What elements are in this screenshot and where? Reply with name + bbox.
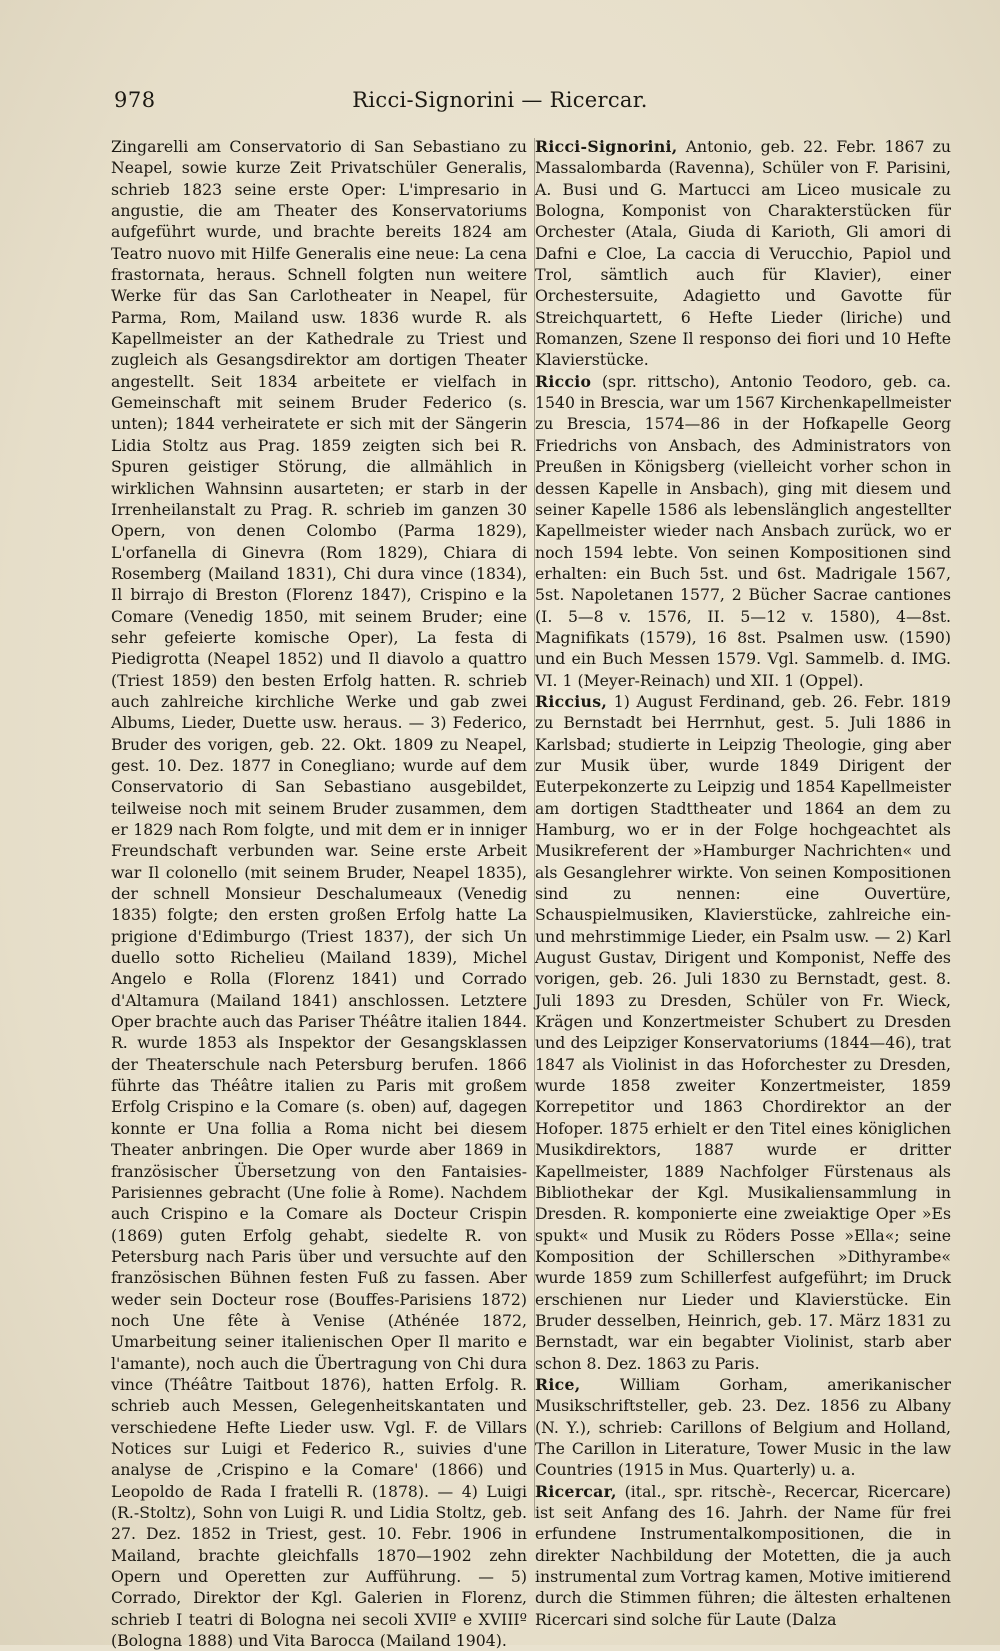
- dictionary-entry: [535, 691, 951, 1374]
- page-number: 978: [114, 88, 156, 112]
- entry-text: William Gorham, amerikanischer Musikschriftsteller, geb. 23. Dez. 1856 zu Albany (N. Y.), schrieb: Carillons of Belgium and Holland, The Carillon in Literature, Tower Music in the law Countries (1915 in Mus. Quarterly) u. a.: [535, 1374, 951, 1480]
- entry-text: Antonio, geb. 22. Febr. 1867 zu Massalombarda (Ravenna), Schüler von F. Parisini, A. Busi und G. Martucci am Liceo musicale zu Bologna, Komponist von Charakterstücken für Orchester (Atala, Giuda di Karioth, Gli amori di Dafni e Cloe, La caccia di Verucchio, Papiol und Trol, sämtlich auch für Klavier), einer Orchestersuite, Adagietto und Gavotte für Streichquartett, 6 Hefte Lieder (liriche) und Romanzen, Szene Il responso dei fiori und 10 Hefte Klavierstücke.: [535, 137, 951, 370]
- entry-headword: Riccius,: [535, 691, 608, 711]
- entry-text: (ital., spr. ritschè-, Recercar, Ricercare) ist seit Anfang des 16. Jahrh. der Name für frei erfundene Instrumentalkompositionen, die in direkter Nachbildung der Motetten, die ja auch instrumental zum Vortrag kamen, Motive imitierend durch die Stimmen führen; die ältesten erhaltenen Ricercari sind solche für Laute (Dalza: [535, 1481, 951, 1629]
- entry-text: (spr. rittscho), Antonio Teodoro, geb. ca. 1540 in Brescia, war um 1567 Kirchenkapellmeister zu Brescia, 1574—86 in der Hofkapelle Georg Friedrichs von Ansbach, des Administrators von Preußen in Königsberg (vielleicht vorher schon in dessen Kapelle in Ansbach), ging mit diesem und seiner Kapelle 1586 als lebenslänglich angestellter Kapellmeister wieder nach Ansbach zurück, wo er noch 1594 lebte. Von seinen Kompositionen sind erhalten: ein Buch 5st. und 6st. Madrigale 1567, 5st. Napoletanen 1577, 2 Bücher Sacrae cantiones (I. 5—8 v. 1576, II. 5—12 v. 1580), 4—8st. Magnifikats (1579), 16 8st. Psalmen usw. (1590) und ein Buch Messen 1579. Vgl. Sammelb. d. IMG. VI. 1 (Meyer-Reinach) und XII. 1 (Oppel).: [535, 371, 951, 690]
- left-column-paragraph: Zingarelli am Conservatorio di San Sebastiano zu Neapel, sowie kurze Zeit Privatschüler Generalis, schrieb 1823 seine erste Oper: L'impresario in angustie, die am Theater des Konservatoriums aufgeführt wurde, und brachte bereits 1824 am Teatro nuovo mit Hilfe Generalis eine neue: La cena frastornata, heraus. Schnell folgten nun weitere Werke für das San Carlotheater in Neapel, für Parma, Rom, Mailand usw. 1836 wurde R. als Kapellmeister an der Kathedrale zu Triest und zugleich als Gesangsdirektor am dortigen Theater angestellt. Seit 1834 arbeitete er vielfach in Gemeinschaft mit seinem Bruder Federico (s. unten); 1844 verheiratete er sich mit der Sängerin Lidia Stoltz aus Prag. 1859 zeigten sich bei R. Spuren geistiger Störung, die allmählich in wirklichen Wahnsinn ausarteten; er starb in der Irrenheilanstalt zu Prag. R. schrieb im ganzen 30 Opern, von denen Colombo (Parma 1829), L'orfanella di Ginevra (Rom 1829), Chiara di Rosemberg (Mailand 1831), Chi dura vince (1834), Il birrajo di Breston (Florenz 1847), Crispino e la Comare (Venedig 1850, mit seinem Bruder; eine sehr gefeierte komische Oper), La festa di Piedigrotta (Neapel 1852) und Il diavolo a quattro (Triest 1859) den besten Erfolg hatten. R. schrieb auch zahlreiche kirchliche Werke und gab zwei Albums, Lieder, Duette usw. heraus. — 3) Federico, Bruder des vorigen, geb. 22. Okt. 1809 zu Neapel, gest. 10. Dez. 1877 in Conegliano; wurde auf dem Conservatorio di San Sebastiano ausgebildet, teilweise noch mit seinem Bruder zusammen, dem er 1829 nach Rom folgte, und mit dem er in inniger Freundschaft verbunden war. Seine erste Arbeit war Il colonello (mit seinem Bruder, Neapel 1835), der schnell Monsieur Deschalumeaux (Venedig 1835) folgte; den ersten großen Erfolg hatte La prigione d'Edimburgo (Triest 1837), der sich Un duello sotto Richelieu (Mailand 1839), Michel Angelo e Rolla (Florenz 1841) und Corrado d'Altamura (Mailand 1841) anschlossen. Letztere Oper brachte auch das Pariser Théâtre italien 1844. R. wurde 1853 als Inspektor der Gesangsklassen der Theaterschule nach Petersburg berufen. 1866 führte das Théâtre italien zu Paris mit großem Erfolg Crispino e la Comare (s. oben) auf, dagegen konnte er Una follia a Roma nicht bei diesem Theater anbringen. Die Oper wurde aber 1869 in französischer Übersetzung von den Fantaisies-Parisiennes gebracht (Une folie à Rome). Nachdem auch Crispino e la Comare als Docteur Crispin (1869) guten Erfolg gehabt, siedelte R. von Petersburg nach Paris über und versuchte auf den französischen Bühnen festen Fuß zu fassen. Aber weder sein Docteur rose (Bouffes-Parisiens 1872) noch Une fête à Venise (Athénée 1872, Umarbeitung seiner italienischen Oper Il marito e l'amante), noch auch die Übertragung von Chi dura vince (Théâtre Taitbout 1876), hatten Erfolg. R. schrieb auch Messen, Gelegenheitskantaten und verschiedene Hefte Lieder usw. Vgl. F. de Villars Notices sur Luigi et Federico R., suivies d'une analyse de ‚Crispino e la Comare' (1866) und Leopoldo de Rada I fratelli R. (1878). — 4) Luigi (R.-Stoltz), Sohn von Luigi R. und Lidia Stoltz, geb. 27. Dez. 1852 in Triest, gest. 10. Febr. 1906 in Mailand, brachte gleichfalls 1870—1902 zehn Opern und Operetten zur Aufführung. — 5) Corrado, Direktor der Kgl. Galerien in Florenz, schrieb I teatri di Bologna nei secoli XVIIº e XVIIIº (Bologna 1888) und Vita Barocca (Mailand 1904).: [111, 137, 527, 1651]
- left-column: [111, 136, 527, 1651]
- dictionary-entry: [535, 136, 951, 371]
- running-head: Ricci-Signorini — Ricercar.: [352, 88, 648, 112]
- entry-headword: Ricercar,: [535, 1481, 617, 1501]
- page-header: [114, 88, 886, 124]
- entry-headword: Rice,: [535, 1374, 581, 1394]
- right-column: [535, 136, 951, 1629]
- entry-text: 1) August Ferdinand, geb. 26. Febr. 1819 zu Bernstadt bei Herrnhut, gest. 5. Juli 1886 in Karlsbad; studierte in Leipzig Theologie, ging aber zur Musik über, wurde 1849 Dirigent der Euterpekonzerte zu Leipzig und 1854 Kapellmeister am dortigen Stadttheater und 1864 an dem zu Hamburg, wo er in der Folge hochgeachtet als Musikreferent der »Hamburger Nachrichten« und als Gesanglehrer wirkte. Von seinen Kompositionen sind zu nennen: eine Ouvertüre, Schauspielmusiken, Klavierstücke, zahlreiche ein- und mehrstimmige Lieder, ein Psalm usw. — 2) Karl August Gustav, Dirigent und Komponist, Neffe des vorigen, geb. 26. Juli 1830 zu Bernstadt, gest. 8. Juli 1893 zu Dresden, Schüler von Fr. Wieck, Krägen und Konzertmeister Schubert zu Dresden und des Leipziger Konservatoriums (1844—46), trat 1847 als Violinist in das Hoforchester zu Dresden, wurde 1858 zweiter Konzertmeister, 1859 Korrepetitor und 1863 Chordirektor an der Hofoper. 1875 erhielt er den Titel eines königlichen Musikdirektors, 1887 wurde er dritter Kapellmeister, 1889 Nachfolger Fürstenaus als Bibliothekar der Kgl. Musikaliensammlung in Dresden. R. komponierte eine zweiaktige Oper »Es spukt« und Musik zu Röders Posse »Ella«; seine Komposition der Schillerschen »Dithyrambe« wurde 1859 zum Schillerfest aufgeführt; im Druck erschienen nur Lieder und Klavierstücke. Ein Bruder desselben, Heinrich, geb. 17. März 1831 zu Bernstadt, war ein begabter Violinist, starb aber schon 8. Dez. 1863 zu Paris.: [535, 691, 951, 1373]
- entry-headword: Riccio: [535, 371, 592, 391]
- dictionary-entry: [535, 371, 951, 691]
- entry-headword: Ricci-Signorini,: [535, 137, 678, 156]
- dictionary-entry: [535, 1481, 951, 1630]
- dictionary-entry: [535, 1374, 951, 1481]
